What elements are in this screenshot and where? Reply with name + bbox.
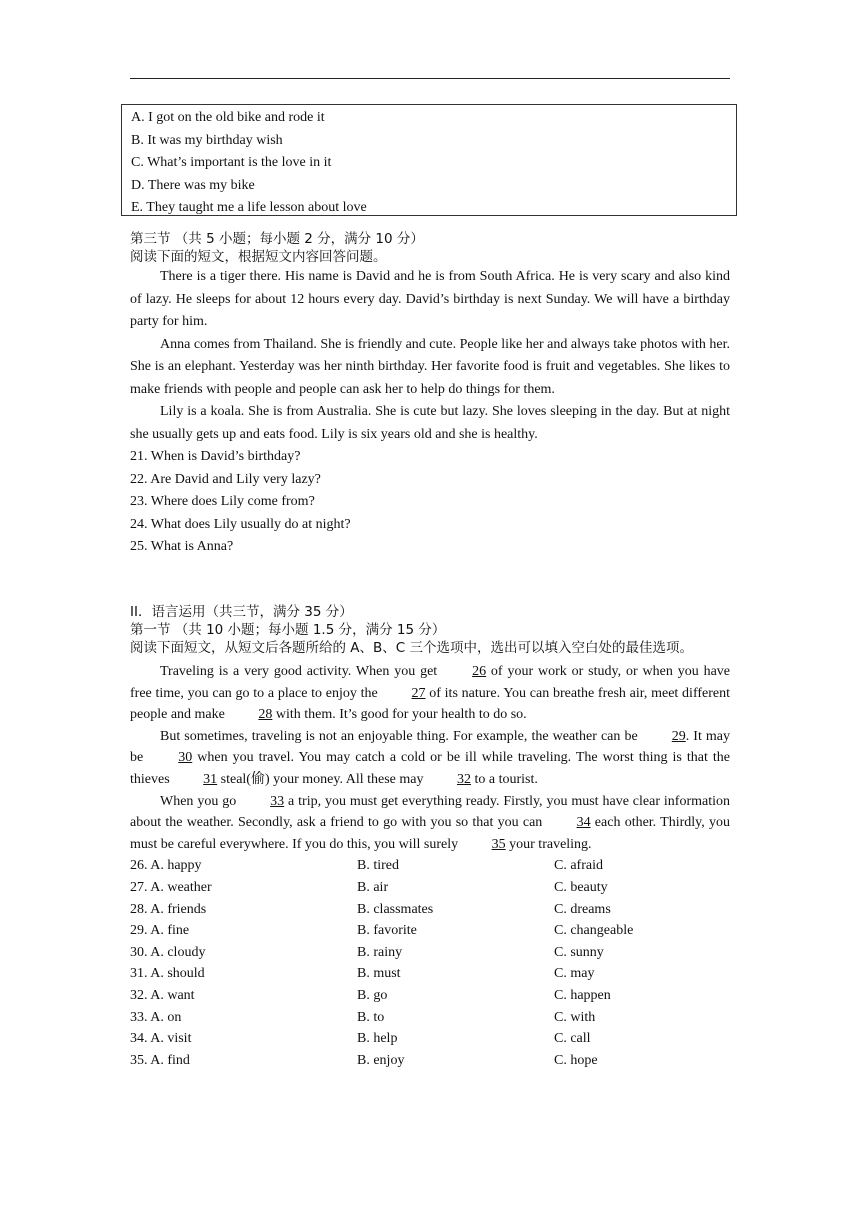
choice-b: B. help bbox=[357, 1031, 398, 1047]
blank-35: 35 bbox=[491, 836, 506, 852]
text: of its nature. You can breathe fresh air, meet different people and make bbox=[130, 685, 730, 723]
blank-29: 29 bbox=[671, 728, 686, 744]
option-c: C. What’s important is the love in it bbox=[131, 155, 332, 170]
passage-paragraph: There is a tiger there. His name is David and he is from South Africa. He is very scary and also kind of lazy. He sleeps for about 12 hours every day. David’s birthday is next Sunday. We will have a birthday party for him. bbox=[130, 269, 730, 329]
blank-31: 31 bbox=[203, 771, 218, 787]
choice-c: C. afraid bbox=[554, 858, 603, 874]
option-b: B. It was my birthday wish bbox=[131, 132, 283, 148]
choice-c: C. with bbox=[554, 1009, 596, 1025]
choice-row bbox=[130, 920, 730, 942]
text: of your work or study, or when you have free time, you can go to a place to enjoy the bbox=[130, 664, 731, 701]
text: with them. It’s good for your health to do so. bbox=[272, 707, 527, 723]
choice-b: B. to bbox=[357, 1009, 385, 1025]
choice-row bbox=[130, 1007, 730, 1029]
blank-30: 30 bbox=[178, 750, 193, 766]
choice-a: 35. A. find bbox=[130, 1052, 190, 1068]
passage-paragraph: Anna comes from Thailand. She is friendly and cute. People like her and always take photos with her. She is an elephant. Yesterday was her ninth birthday. Her favorite food is fruit and vegetables. She likes to make friends with people and people can ask her to help do things for them. bbox=[130, 336, 730, 397]
blank-33: 33 bbox=[270, 793, 285, 809]
choice-a: 32. A. want bbox=[130, 987, 195, 1003]
header-rule bbox=[130, 78, 730, 79]
section1-heading: 第一节 （共 10 小题；每小题 1.5 分，满分 15 分） bbox=[130, 621, 446, 638]
choice-row bbox=[130, 877, 730, 899]
choice-a: 30. A. cloudy bbox=[130, 944, 206, 960]
choice-row bbox=[130, 985, 730, 1007]
choice-a: 33. A. on bbox=[130, 1009, 182, 1025]
choice-c: C. beauty bbox=[554, 879, 608, 895]
text: each other. Thirdly, you must be careful everywhere. If you do this, you will surely bbox=[130, 815, 731, 852]
option-d: D. There was my bike bbox=[131, 177, 255, 193]
choice-a: 26. A. happy bbox=[130, 858, 202, 874]
question: 21. When is David’s birthday? bbox=[130, 449, 301, 464]
text: a trip, you must get everything ready. Firstly, you must have clear information about the weather. Secondly, ask a friend to go with you so that you can bbox=[130, 793, 730, 831]
choice-b: B. must bbox=[357, 966, 401, 982]
blank-26: 26 bbox=[472, 664, 487, 679]
choices-table bbox=[130, 855, 730, 1071]
choice-row bbox=[130, 963, 730, 985]
choice-b: B. tired bbox=[357, 858, 399, 874]
options-box bbox=[121, 104, 737, 216]
choice-b: B. favorite bbox=[357, 923, 417, 939]
choice-b: B. classmates bbox=[357, 901, 434, 917]
part2-instruction: 阅读下面短文，从短文后各题所给的 A、B、C 三个选项中，选出可以填入空白处的最佳选项。 bbox=[130, 640, 694, 656]
cloze-paragraph-1 bbox=[130, 661, 730, 726]
question: 25. What is Anna? bbox=[130, 539, 234, 554]
choice-b: B. air bbox=[357, 879, 389, 895]
choice-b: B. rainy bbox=[357, 944, 403, 960]
choice-a: 28. A. friends bbox=[130, 901, 207, 917]
text: But sometimes, traveling is not an enjoyable thing. For example, the weather can be bbox=[160, 728, 642, 744]
question: 23. Where does Lily come from? bbox=[130, 494, 315, 509]
choice-b: B. enjoy bbox=[357, 1052, 405, 1068]
choice-c: C. changeable bbox=[554, 923, 634, 939]
passage-paragraph: Lily is a koala. She is from Australia. She is cute but lazy. She loves sleeping in the day. But at night she usually gets up and eats food. Lily is six years old and she is healthy. bbox=[130, 404, 730, 442]
section3 bbox=[130, 231, 730, 559]
blank-34: 34 bbox=[576, 815, 591, 831]
choice-row bbox=[130, 942, 730, 964]
section3-heading: 第三节 （共 5 小题；每小题 2 分，满分 10 分） bbox=[130, 231, 424, 247]
text: . It may be bbox=[130, 728, 731, 766]
choice-a: 31. A. should bbox=[130, 966, 205, 982]
choice-a: 29. A. fine bbox=[130, 923, 190, 939]
choice-row bbox=[130, 1050, 730, 1072]
option-a: A. I got on the old bike and rode it bbox=[131, 110, 325, 125]
choice-c: C. happen bbox=[554, 987, 611, 1003]
choice-a: 34. A. visit bbox=[130, 1031, 192, 1047]
option-e: E. They taught me a life lesson about love bbox=[131, 200, 367, 215]
choice-a: 27. A. weather bbox=[130, 879, 212, 895]
choice-c: C. sunny bbox=[554, 944, 604, 960]
choice-c: C. call bbox=[554, 1031, 591, 1047]
text: to a tourist. bbox=[470, 771, 538, 787]
choice-row bbox=[130, 855, 730, 877]
blank-32: 32 bbox=[456, 771, 471, 787]
choice-c: C. hope bbox=[554, 1052, 598, 1068]
blank-28: 28 bbox=[258, 707, 273, 723]
text: steal(偷) your money. All these may bbox=[217, 771, 427, 787]
question: 24. What does Lily usually do at night? bbox=[130, 516, 351, 532]
text: When you go bbox=[160, 793, 241, 809]
part2-heading: II．语言运用（共三节，满分 35 分） bbox=[130, 604, 353, 620]
choice-row bbox=[130, 1028, 730, 1050]
section3-instruction: 阅读下面的短文，根据短文内容回答问题。 bbox=[130, 248, 387, 265]
choice-c: C. may bbox=[554, 966, 595, 982]
text: Traveling is a very good activity. When you get bbox=[160, 664, 443, 679]
question: 22. Are David and Lily very lazy? bbox=[130, 471, 321, 487]
text: when you travel. You may catch a cold or be ill while traveling. The worst thing is that the thieves bbox=[130, 750, 730, 787]
text: your traveling. bbox=[505, 836, 592, 852]
choice-c: C. dreams bbox=[554, 901, 611, 917]
blank-27: 27 bbox=[411, 685, 426, 701]
choice-b: B. go bbox=[357, 987, 388, 1003]
cloze-paragraph-3 bbox=[130, 791, 730, 856]
choice-row bbox=[130, 899, 730, 921]
part2 bbox=[130, 604, 730, 1071]
cloze-paragraph-2 bbox=[130, 726, 730, 791]
